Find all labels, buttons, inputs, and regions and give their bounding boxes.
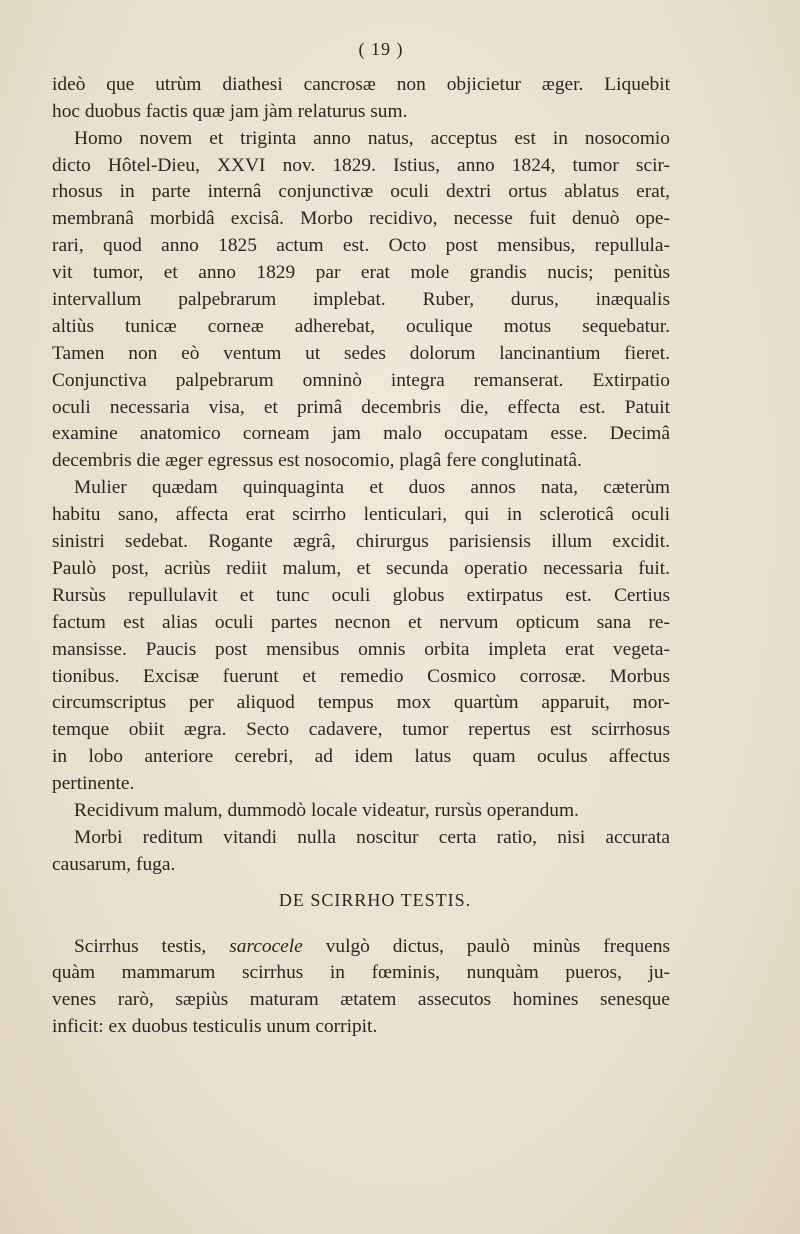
text-line: pertinente. bbox=[52, 773, 135, 795]
text-line: ideò que utrùm diathesi cancrosæ non objicietur æger. Liquebit bbox=[52, 73, 670, 95]
text-line: Recidivum malum, dummodò locale videatur, rursùs operandum. bbox=[74, 799, 579, 821]
text-line: temque obiit ægra. Secto cadavere, tumor repertus est scirrhosus bbox=[52, 719, 670, 741]
text-line: venes rarò, sæpiùs maturam ætatem assecutos homines senesque bbox=[52, 989, 670, 1011]
text-line: rhosus in parte internâ conjunctivæ oculi dextri ortus ablatus erat, bbox=[52, 181, 670, 203]
document-page bbox=[52, 36, 670, 1041]
text-line: in lobo anteriore cerebri, ad idem latus quam oculus affectus bbox=[52, 746, 670, 768]
text-line: rari, quod anno 1825 actum est. Octo post mensibus, repullula- bbox=[52, 235, 670, 257]
text-line: mansisse. Paucis post mensibus omnis orbita impleta erat vegeta- bbox=[52, 638, 670, 660]
text-line: oculi necessaria visa, et primâ decembris die, effecta est. Patuit bbox=[52, 396, 670, 418]
section-paragraph bbox=[52, 934, 670, 1042]
text-line: habitu sano, affecta erat scirrho lenticulari, qui in scleroticâ oculi bbox=[52, 504, 670, 526]
text-line bbox=[52, 934, 670, 961]
text-line: hoc duobus factis quæ jam jàm relaturus sum. bbox=[52, 100, 408, 122]
text-line: examine anatomico corneam jam malo occupatam esse. Decimâ bbox=[52, 423, 670, 445]
section-heading: DE SCIRRHO TESTIS. bbox=[278, 889, 472, 910]
italic-term: sarcocele bbox=[229, 935, 303, 957]
text-line: altiùs tunicæ corneæ adherebat, oculique motus sequebatur. bbox=[52, 315, 670, 337]
page-number: ( 19 ) bbox=[358, 39, 404, 59]
text-line: intervallum palpebrarum implebat. Ruber, durus, inæqualis bbox=[52, 289, 670, 311]
text-line: membranâ morbidâ excisâ. Morbo recidivo, necesse fuit denuò ope- bbox=[52, 208, 670, 230]
text-line: factum est alias oculi partes necnon et nervum opticum sana re- bbox=[52, 611, 670, 633]
body-text bbox=[52, 72, 670, 879]
text-line: circumscriptus per aliquod tempus mox quartùm apparuit, mor- bbox=[52, 692, 670, 714]
text-line: quàm mammarum scirrhus in fœminis, nunquàm pueros, ju- bbox=[52, 962, 670, 984]
text-line: decembris die æger egressus est nosocomio, plagâ fere conglutinatâ. bbox=[52, 450, 582, 472]
text-line: inficit: ex duobus testiculis unum corripit. bbox=[52, 1016, 378, 1038]
text-line: Conjunctiva palpebrarum omninò integra remanserat. Extirpatio bbox=[52, 369, 670, 391]
text-line: Morbi reditum vitandi nulla noscitur certa ratio, nisi accurata bbox=[74, 826, 670, 848]
text-line: Homo novem et triginta anno natus, acceptus est in nosocomio bbox=[74, 127, 670, 149]
text-line: dicto Hôtel-Dieu, XXVI nov. 1829. Istius, anno 1824, tumor scir- bbox=[52, 154, 670, 176]
text-line: Rursùs repullulavit et tunc oculi globus extirpatus est. Certius bbox=[52, 584, 670, 606]
text-line: Tamen non eò ventum ut sedes dolorum lancinantium fieret. bbox=[52, 342, 670, 364]
text-line: tionibus. Excisæ fuerunt et remedio Cosmico corrosæ. Morbus bbox=[52, 665, 670, 687]
text-fragment: Scirrhus testis, bbox=[74, 935, 230, 957]
text-line: vit tumor, et anno 1829 par erat mole grandis nucis; penitùs bbox=[52, 262, 670, 284]
text-line: sinistri sedebat. Rogante ægrâ, chirurgus parisiensis illum excidit. bbox=[52, 531, 670, 553]
text-line: Mulier quædam quinquaginta et duos annos nata, cæterùm bbox=[74, 477, 670, 499]
text-fragment: vulgò dictus, paulò minùs frequens bbox=[302, 935, 670, 957]
text-line: causarum, fuga. bbox=[52, 853, 176, 875]
text-line: Paulò post, acriùs rediit malum, et secunda operatio necessaria fuit. bbox=[52, 557, 670, 579]
